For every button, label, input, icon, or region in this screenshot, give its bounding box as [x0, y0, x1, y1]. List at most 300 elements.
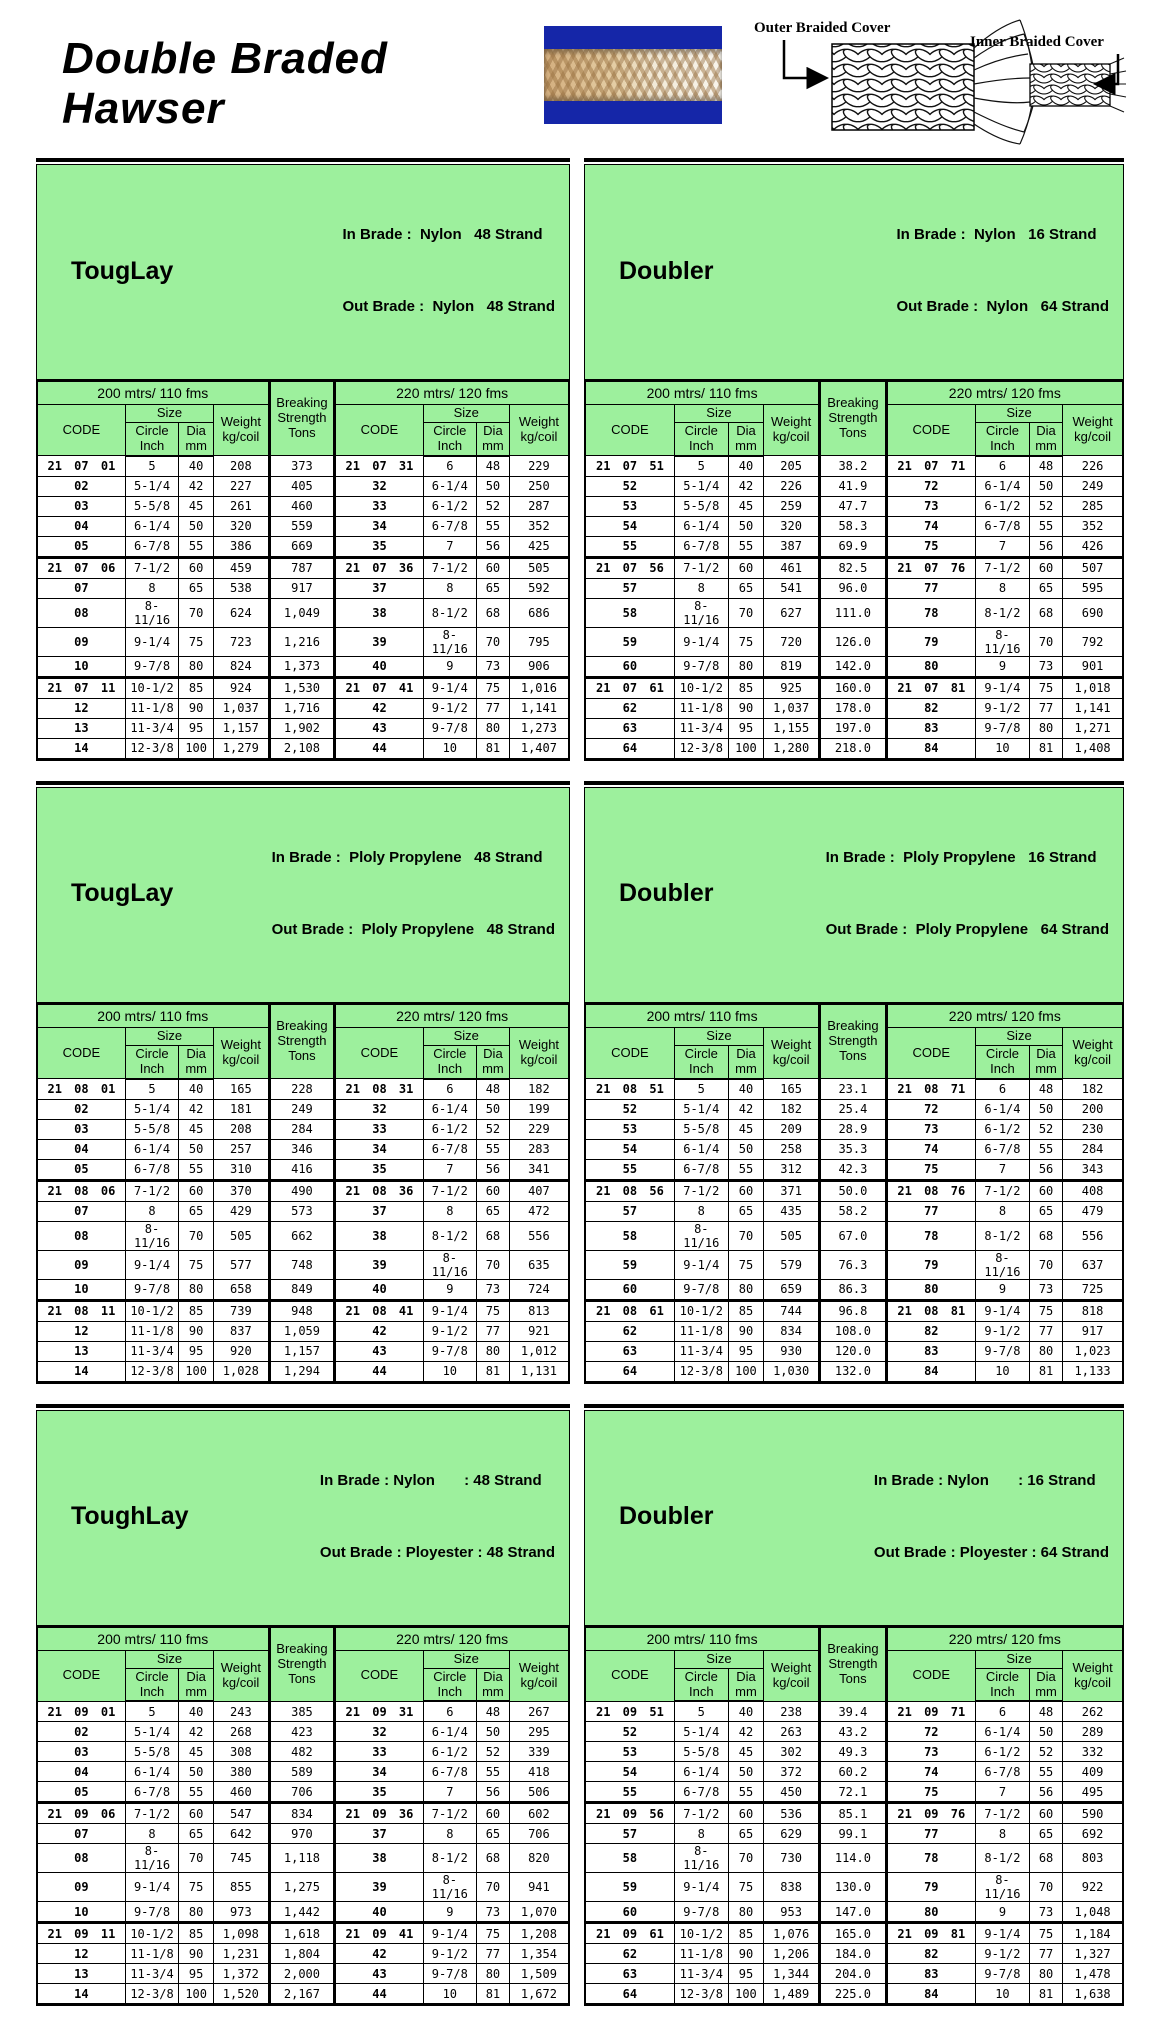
circle-inch-cell: 5-1/4 — [125, 1099, 178, 1119]
weight-cell: 295 — [509, 1722, 569, 1742]
code-cell: 52 — [585, 1722, 674, 1742]
breaking-strength-cell: 43.2 — [820, 1722, 886, 1742]
weight-cell: 920 — [214, 1341, 269, 1361]
size-header: Size — [674, 1650, 763, 1668]
weight-cell: 408 — [1063, 1180, 1123, 1201]
code-cell: 55 — [585, 536, 674, 557]
code-cell: 32 — [335, 1722, 423, 1742]
outer-braided-cover-label: Outer Braided Cover — [754, 20, 891, 36]
length-header-left: 200 mtrs/ 110 fms — [37, 1626, 269, 1650]
breaking-strength-cell: 1,118 — [269, 1844, 335, 1873]
weight-cell: 339 — [509, 1742, 569, 1762]
weight-cell: 407 — [509, 1180, 569, 1201]
table-row — [37, 1341, 569, 1361]
circle-inch-cell: 6-1/2 — [975, 1119, 1029, 1139]
weight-cell: 226 — [764, 476, 820, 496]
dia-mm-header: Dia mm — [728, 1045, 763, 1078]
weight-cell: 1,048 — [1063, 1902, 1123, 1923]
table-row — [585, 1873, 1123, 1902]
circle-inch-cell: 9-1/4 — [125, 627, 178, 656]
dia-mm-cell: 90 — [179, 1321, 214, 1341]
table-row — [585, 578, 1123, 598]
dia-mm-cell: 95 — [179, 1964, 214, 1984]
weight-cell: 199 — [509, 1099, 569, 1119]
out-brade-line: Out Brade : Ployester : 64 Strand — [873, 1543, 1109, 1561]
weight-header: Weight kg/coil — [509, 405, 569, 456]
spec-data-table — [584, 1625, 1124, 2007]
table-row — [585, 627, 1123, 656]
table-row — [585, 1361, 1123, 1382]
code-cell: 03 — [37, 1742, 125, 1762]
dia-mm-cell: 75 — [477, 677, 510, 698]
code-cell: 52 — [585, 476, 674, 496]
dia-mm-cell: 77 — [1029, 1944, 1062, 1964]
code-cell: 75 — [886, 1159, 975, 1180]
code-cell: 35 — [335, 536, 423, 557]
weight-cell: 243 — [214, 1701, 269, 1722]
code-cell: 21 09 06 — [37, 1803, 125, 1824]
breaking-strength-cell: 482 — [269, 1742, 335, 1762]
code-cell: 63 — [585, 1964, 674, 1984]
circle-inch-cell: 11-1/8 — [125, 1944, 178, 1964]
breaking-strength-cell: 25.4 — [820, 1099, 886, 1119]
dia-mm-cell: 100 — [179, 738, 214, 759]
dia-mm-cell: 80 — [1029, 1964, 1062, 1984]
breaking-strength-cell: 50.0 — [820, 1180, 886, 1201]
dia-mm-cell: 60 — [1029, 1803, 1062, 1824]
weight-cell: 312 — [764, 1159, 820, 1180]
dia-mm-header: Dia mm — [477, 1668, 510, 1701]
weight-cell: 855 — [214, 1873, 269, 1902]
code-cell: 37 — [335, 578, 423, 598]
breaking-strength-cell: 917 — [269, 578, 335, 598]
circle-inch-cell: 9 — [975, 656, 1029, 677]
weight-cell: 724 — [509, 1279, 569, 1300]
dia-mm-cell: 80 — [1029, 718, 1062, 738]
breaking-strength-cell: 706 — [269, 1782, 335, 1803]
table-row — [37, 1201, 569, 1221]
table-title-band — [584, 787, 1124, 1002]
circle-inch-cell: 6-1/4 — [423, 1099, 476, 1119]
breaking-strength-header: Breaking Strength Tons — [269, 1003, 335, 1078]
circle-inch-cell: 6 — [423, 456, 476, 477]
breaking-strength-cell: 284 — [269, 1119, 335, 1139]
table-title-band — [584, 164, 1124, 379]
code-cell: 44 — [335, 1984, 423, 2005]
code-cell: 75 — [886, 1782, 975, 1803]
weight-cell: 627 — [764, 598, 820, 627]
circle-inch-cell: 6-7/8 — [975, 1139, 1029, 1159]
table-row — [585, 1341, 1123, 1361]
circle-inch-cell: 6-1/4 — [423, 1722, 476, 1742]
circle-inch-cell: 7 — [423, 1782, 476, 1803]
circle-inch-cell: 9-7/8 — [975, 1964, 1029, 1984]
code-cell: 05 — [37, 1782, 125, 1803]
code-cell: 72 — [886, 476, 975, 496]
spec-table — [584, 781, 1124, 1384]
length-header-left: 200 mtrs/ 110 fms — [585, 381, 820, 405]
dia-mm-cell: 55 — [477, 516, 510, 536]
weight-header: Weight kg/coil — [214, 1027, 269, 1078]
circle-inch-cell: 10-1/2 — [125, 677, 178, 698]
circle-inch-cell: 5 — [674, 456, 728, 477]
circle-inch-cell: 9 — [423, 656, 476, 677]
breaking-strength-cell: 2,108 — [269, 738, 335, 759]
dia-mm-cell: 55 — [1029, 516, 1062, 536]
circle-inch-cell: 5 — [125, 1701, 178, 1722]
code-cell: 09 — [37, 627, 125, 656]
code-cell: 14 — [37, 1984, 125, 2005]
circle-inch-cell: 6-7/8 — [125, 1159, 178, 1180]
dia-mm-cell: 45 — [179, 1742, 214, 1762]
weight-cell: 352 — [1063, 516, 1123, 536]
code-cell: 34 — [335, 516, 423, 536]
dia-mm-cell: 56 — [477, 1782, 510, 1803]
weight-cell: 1,131 — [509, 1361, 569, 1382]
dia-mm-cell: 70 — [1029, 1873, 1062, 1902]
breaking-strength-cell: 23.1 — [820, 1079, 886, 1100]
code-cell: 34 — [335, 1139, 423, 1159]
spec-data-table — [584, 379, 1124, 761]
breaking-strength-cell: 120.0 — [820, 1341, 886, 1361]
table-row — [585, 1079, 1123, 1100]
length-header-right: 220 mtrs/ 120 fms — [335, 381, 569, 405]
code-cell: 21 08 11 — [37, 1300, 125, 1321]
breaking-strength-cell: 42.3 — [820, 1159, 886, 1180]
code-cell: 05 — [37, 536, 125, 557]
weight-cell: 1,018 — [1063, 677, 1123, 698]
dia-mm-cell: 50 — [477, 476, 510, 496]
circle-inch-cell: 6-7/8 — [975, 516, 1029, 536]
breaking-strength-cell: 662 — [269, 1221, 335, 1250]
breaking-strength-cell: 1,618 — [269, 1923, 335, 1944]
dia-mm-cell: 77 — [477, 698, 510, 718]
code-cell: 21 07 81 — [886, 677, 975, 698]
code-cell: 21 08 01 — [37, 1079, 125, 1100]
out-brade-line: Out Brade : Ployester : 48 Strand — [319, 1543, 555, 1561]
weight-cell: 507 — [1063, 557, 1123, 578]
table-row — [37, 1279, 569, 1300]
dia-mm-header: Dia mm — [477, 422, 510, 455]
code-cell: 08 — [37, 1221, 125, 1250]
circle-inch-cell: 10 — [423, 738, 476, 759]
circle-inch-cell: 5-5/8 — [125, 1742, 178, 1762]
circle-inch-cell: 7 — [975, 536, 1029, 557]
circle-inch-cell: 5-1/4 — [674, 1099, 728, 1119]
circle-inch-cell: 6-1/2 — [423, 1742, 476, 1762]
dia-mm-cell: 40 — [179, 456, 214, 477]
table-row — [37, 516, 569, 536]
circle-inch-cell: 9-7/8 — [674, 656, 728, 677]
circle-inch-cell: 12-3/8 — [674, 1984, 728, 2005]
dia-mm-cell: 50 — [179, 1762, 214, 1782]
code-cell: 80 — [886, 1279, 975, 1300]
weight-cell: 302 — [764, 1742, 820, 1762]
inner-braided-cover-label: Inner Braided Cover — [970, 34, 1104, 50]
table-top-rule — [36, 1404, 570, 1408]
table-row — [585, 698, 1123, 718]
in-brade-line: In Brade : Nylon 16 Strand — [896, 226, 1097, 243]
breaking-strength-header: Breaking Strength Tons — [820, 1626, 886, 1701]
weight-cell: 208 — [214, 1119, 269, 1139]
weight-cell: 595 — [1063, 578, 1123, 598]
table-row — [37, 1079, 569, 1100]
circle-inch-cell: 7-1/2 — [975, 1180, 1029, 1201]
weight-cell: 165 — [214, 1079, 269, 1100]
length-header-left: 200 mtrs/ 110 fms — [585, 1003, 820, 1027]
spec-table — [584, 1404, 1124, 2007]
weight-cell: 745 — [214, 1844, 269, 1873]
code-cell: 40 — [335, 1902, 423, 1923]
code-cell: 42 — [335, 1321, 423, 1341]
breaking-strength-cell: 1,902 — [269, 718, 335, 738]
dia-mm-cell: 40 — [728, 1079, 763, 1100]
code-cell: 59 — [585, 1873, 674, 1902]
dia-mm-cell: 70 — [728, 1844, 763, 1873]
code-header: CODE — [335, 1650, 423, 1701]
dia-mm-cell: 65 — [179, 1201, 214, 1221]
weight-cell: 1,030 — [764, 1361, 820, 1382]
table-row — [585, 516, 1123, 536]
weight-cell: 259 — [764, 496, 820, 516]
circle-inch-cell: 9-1/4 — [975, 677, 1029, 698]
dia-mm-cell: 81 — [1029, 1984, 1062, 2005]
dia-mm-cell: 45 — [179, 1119, 214, 1139]
code-cell: 84 — [886, 1361, 975, 1382]
breaking-strength-cell: 373 — [269, 456, 335, 477]
table-top-rule — [584, 1404, 1124, 1408]
table-row — [37, 1742, 569, 1762]
circle-inch-cell: 9-7/8 — [975, 718, 1029, 738]
spec-data-table — [36, 1625, 570, 2007]
dia-mm-cell: 77 — [477, 1944, 510, 1964]
table-row — [585, 1250, 1123, 1279]
code-cell: 21 08 56 — [585, 1180, 674, 1201]
circle-inch-cell: 12-3/8 — [125, 738, 178, 759]
table-row — [37, 1361, 569, 1382]
size-header: Size — [423, 1650, 509, 1668]
code-cell: 21 08 71 — [886, 1079, 975, 1100]
code-cell: 12 — [37, 698, 125, 718]
circle-inch-header: Circle Inch — [125, 422, 178, 455]
table-row — [37, 718, 569, 738]
circle-inch-cell: 8-1/2 — [423, 1221, 476, 1250]
size-header: Size — [975, 405, 1062, 423]
circle-inch-cell: 9-7/8 — [125, 656, 178, 677]
code-cell: 78 — [886, 1844, 975, 1873]
code-cell: 13 — [37, 1964, 125, 1984]
spec-tables-grid — [0, 152, 1152, 2026]
code-cell: 33 — [335, 1119, 423, 1139]
code-cell: 73 — [886, 1119, 975, 1139]
table-row — [37, 1844, 569, 1873]
circle-inch-cell: 6-7/8 — [423, 1139, 476, 1159]
dia-mm-cell: 75 — [1029, 677, 1062, 698]
dia-mm-cell: 65 — [179, 1824, 214, 1844]
dia-mm-header: Dia mm — [728, 1668, 763, 1701]
weight-cell: 409 — [1063, 1762, 1123, 1782]
table-row — [585, 656, 1123, 677]
table-title: Doubler — [619, 879, 714, 908]
length-header-right: 220 mtrs/ 120 fms — [886, 381, 1123, 405]
dia-mm-cell: 60 — [179, 557, 214, 578]
weight-cell: 287 — [509, 496, 569, 516]
code-cell: 74 — [886, 516, 975, 536]
table-row — [37, 1722, 569, 1742]
weight-cell: 332 — [1063, 1742, 1123, 1762]
code-cell: 21 07 01 — [37, 456, 125, 477]
circle-inch-cell: 8-1/2 — [975, 598, 1029, 627]
circle-inch-cell: 9-7/8 — [423, 718, 476, 738]
code-cell: 07 — [37, 578, 125, 598]
dia-mm-cell: 75 — [179, 1873, 214, 1902]
circle-inch-cell: 6-7/8 — [674, 1782, 728, 1803]
weight-cell: 1,407 — [509, 738, 569, 759]
weight-cell: 792 — [1063, 627, 1123, 656]
dia-mm-cell: 73 — [1029, 1279, 1062, 1300]
weight-cell: 1,076 — [764, 1923, 820, 1944]
circle-inch-cell: 8-1/2 — [975, 1221, 1029, 1250]
brade-spec — [896, 175, 1113, 367]
circle-inch-cell: 7-1/2 — [125, 557, 178, 578]
dia-mm-cell: 65 — [728, 578, 763, 598]
dia-mm-cell: 50 — [728, 1762, 763, 1782]
code-cell: 21 08 81 — [886, 1300, 975, 1321]
code-cell: 21 07 36 — [335, 557, 423, 578]
circle-inch-cell: 10-1/2 — [674, 1923, 728, 1944]
dia-mm-cell: 70 — [477, 627, 510, 656]
dia-mm-cell: 75 — [728, 627, 763, 656]
circle-inch-cell: 10-1/2 — [674, 1300, 728, 1321]
dia-mm-cell: 73 — [1029, 656, 1062, 677]
weight-cell: 659 — [764, 1279, 820, 1300]
code-cell: 14 — [37, 738, 125, 759]
table-row — [585, 1824, 1123, 1844]
circle-inch-cell: 11-3/4 — [674, 718, 728, 738]
weight-cell: 479 — [1063, 1201, 1123, 1221]
circle-inch-cell: 6-7/8 — [423, 516, 476, 536]
table-row — [585, 1099, 1123, 1119]
dia-mm-cell: 40 — [728, 1701, 763, 1722]
table-row — [37, 1221, 569, 1250]
circle-inch-cell: 9-1/4 — [674, 627, 728, 656]
table-row — [585, 1984, 1123, 2005]
spec-table — [36, 158, 570, 761]
breaking-strength-cell: 38.2 — [820, 456, 886, 477]
dia-mm-cell: 45 — [728, 496, 763, 516]
code-cell: 62 — [585, 1321, 674, 1341]
weight-cell: 921 — [509, 1321, 569, 1341]
circle-inch-cell: 9-1/2 — [423, 1944, 476, 1964]
code-header: CODE — [585, 1650, 674, 1701]
dia-mm-cell: 80 — [728, 1279, 763, 1300]
circle-inch-cell: 9-1/4 — [423, 1923, 476, 1944]
circle-inch-header: Circle Inch — [125, 1668, 178, 1701]
breaking-strength-cell: 970 — [269, 1824, 335, 1844]
circle-inch-cell: 9 — [975, 1279, 1029, 1300]
code-cell: 72 — [886, 1722, 975, 1742]
table-title: Doubler — [619, 1502, 714, 1531]
code-cell: 04 — [37, 1762, 125, 1782]
code-cell: 38 — [335, 1221, 423, 1250]
breaking-strength-cell: 405 — [269, 476, 335, 496]
weight-cell: 602 — [509, 1803, 569, 1824]
weight-cell: 1,155 — [764, 718, 820, 738]
code-cell: 04 — [37, 516, 125, 536]
weight-cell: 208 — [214, 456, 269, 477]
circle-inch-cell: 7-1/2 — [674, 1803, 728, 1824]
table-top-rule — [36, 781, 570, 785]
circle-inch-cell: 5-1/4 — [125, 1722, 178, 1742]
circle-inch-cell: 7-1/2 — [674, 557, 728, 578]
breaking-strength-cell: 184.0 — [820, 1944, 886, 1964]
circle-inch-cell: 8-1/2 — [975, 1844, 1029, 1873]
table-row — [585, 677, 1123, 698]
weight-cell: 556 — [509, 1221, 569, 1250]
circle-inch-cell: 11-3/4 — [125, 1964, 178, 1984]
code-cell: 21 08 31 — [335, 1079, 423, 1100]
brade-spec — [874, 1421, 1113, 1613]
code-cell: 33 — [335, 496, 423, 516]
dia-mm-cell: 48 — [1029, 1079, 1062, 1100]
weight-cell: 320 — [764, 516, 820, 536]
weight-cell: 930 — [764, 1341, 820, 1361]
dia-mm-cell: 80 — [179, 656, 214, 677]
dia-mm-cell: 68 — [477, 598, 510, 627]
dia-mm-cell: 80 — [728, 1902, 763, 1923]
breaking-strength-cell: 108.0 — [820, 1321, 886, 1341]
code-cell: 62 — [585, 1944, 674, 1964]
dia-mm-cell: 75 — [477, 1300, 510, 1321]
circle-inch-cell: 6-1/4 — [975, 476, 1029, 496]
dia-mm-header: Dia mm — [1029, 1668, 1062, 1701]
length-header-right: 220 mtrs/ 120 fms — [886, 1003, 1123, 1027]
breaking-strength-cell: 1,442 — [269, 1902, 335, 1923]
breaking-strength-cell: 559 — [269, 516, 335, 536]
code-cell: 21 07 41 — [335, 677, 423, 698]
weight-header: Weight kg/coil — [214, 1650, 269, 1701]
code-cell: 54 — [585, 1139, 674, 1159]
circle-inch-cell: 9-1/2 — [975, 1321, 1029, 1341]
table-row — [585, 1201, 1123, 1221]
table-row — [37, 557, 569, 578]
table-row — [585, 1803, 1123, 1824]
circle-inch-cell: 8-11/16 — [125, 1221, 178, 1250]
code-cell: 52 — [585, 1099, 674, 1119]
table-title-band — [36, 787, 570, 1002]
table-row — [585, 1722, 1123, 1742]
breaking-strength-cell: 67.0 — [820, 1221, 886, 1250]
breaking-strength-header: Breaking Strength Tons — [269, 381, 335, 456]
brade-spec — [320, 1421, 559, 1613]
table-row — [37, 677, 569, 698]
weight-cell: 320 — [214, 516, 269, 536]
code-cell: 79 — [886, 1873, 975, 1902]
breaking-strength-cell: 82.5 — [820, 557, 886, 578]
dia-mm-cell: 60 — [1029, 557, 1062, 578]
dia-mm-cell: 100 — [728, 1361, 763, 1382]
circle-inch-cell: 7 — [423, 1159, 476, 1180]
breaking-strength-header: Breaking Strength Tons — [820, 381, 886, 456]
code-cell: 43 — [335, 1341, 423, 1361]
breaking-strength-cell: 114.0 — [820, 1844, 886, 1873]
dia-mm-cell: 56 — [477, 536, 510, 557]
circle-inch-cell: 7-1/2 — [423, 1803, 476, 1824]
weight-cell: 1,509 — [509, 1964, 569, 1984]
dia-mm-cell: 50 — [179, 1139, 214, 1159]
weight-cell: 690 — [1063, 598, 1123, 627]
circle-inch-header: Circle Inch — [975, 1668, 1029, 1701]
